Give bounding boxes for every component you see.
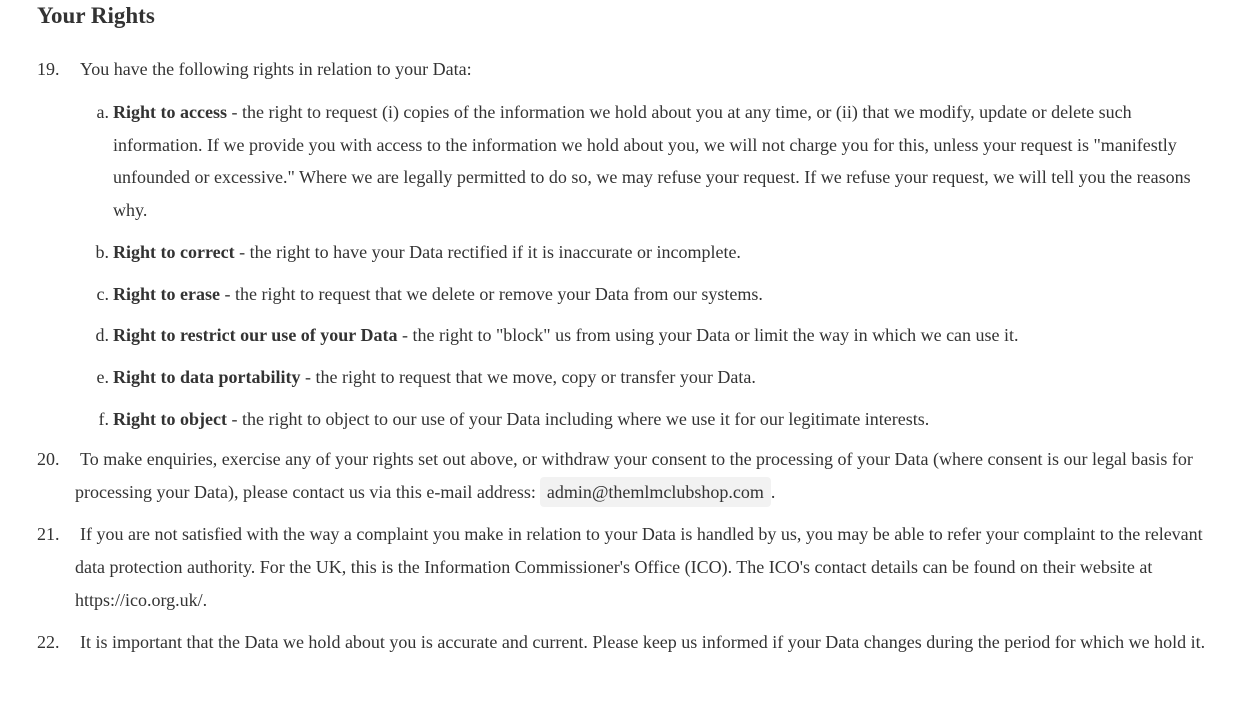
right-title: Right to object bbox=[113, 408, 227, 429]
right-description: - the right to object to our use of your Data including where we use it for our legitimate interests. bbox=[226, 408, 930, 429]
paragraph-20 bbox=[37, 443, 1233, 509]
paragraph-19 bbox=[37, 54, 1233, 84]
paragraph-suffix: . bbox=[770, 482, 776, 503]
right-item-object bbox=[93, 403, 1193, 436]
right-title: Right to erase bbox=[113, 283, 220, 304]
item-letter: f. bbox=[98, 408, 109, 429]
item-letter: a. bbox=[96, 102, 109, 122]
rights-list bbox=[93, 96, 1193, 435]
right-description: - the right to request that we move, copy or transfer your Data. bbox=[300, 366, 756, 387]
item-letter: c. bbox=[96, 283, 109, 304]
right-title: Right to restrict our use of your Data bbox=[113, 325, 398, 346]
item-letter: b. bbox=[95, 241, 109, 262]
contact-email-link[interactable]: admin@themlmclubshop.com bbox=[540, 477, 771, 507]
paragraph-number: 19. bbox=[37, 59, 60, 79]
right-description: - the right to request that we delete or remove your Data from our systems. bbox=[219, 283, 763, 304]
paragraph-21 bbox=[37, 518, 1233, 617]
right-description: - the right to "block" us from using your Data or limit the way in which we can use it. bbox=[397, 325, 1019, 346]
right-item-restrict bbox=[93, 319, 1193, 352]
paragraph-number: 22. bbox=[37, 632, 60, 653]
paragraph-text: You have the following rights in relation to your Data: bbox=[80, 59, 472, 79]
paragraph-text: It is important that the Data we hold about you is accurate and current. Please keep us informed if your Data changes during the period for which we hold it. bbox=[80, 632, 1206, 653]
paragraph-number: 21. bbox=[37, 524, 60, 545]
item-letter: e. bbox=[96, 366, 109, 387]
right-title: Right to data portability bbox=[113, 366, 301, 387]
paragraph-text: To make enquiries, exercise any of your rights set out above, or withdraw your consent to the processing of your Data (where consent is our legal basis for processing your Data), please contact us via this e-mail address: bbox=[75, 449, 1193, 503]
section-title: Your Rights bbox=[37, 3, 155, 28]
right-item-access bbox=[93, 96, 1193, 227]
right-description: - the right to request (i) copies of the information we hold about you at any time, or (ii) that we modify, update or delete such information. If we provide you with access to the information we hold about you, we will not charge you for this, unless your request is "manifestly unfounded or excessive." Where we are legally permitted to do so, we may refuse your request. If we refuse your request, we will tell you the reasons why. bbox=[113, 102, 1191, 221]
right-item-correct bbox=[93, 236, 1193, 269]
paragraph-text: If you are not satisfied with the way a complaint you make in relation to your Data is handled by us, you may be able to refer your complaint to the relevant data protection authority. For the UK, this is the Information Commissioner's Office (ICO). The ICO's contact details can be found on their website at https://ico.org.uk/. bbox=[75, 524, 1203, 611]
right-description: - the right to have your Data rectified if it is inaccurate or incomplete. bbox=[234, 241, 741, 262]
right-item-erase bbox=[93, 278, 1193, 311]
item-letter: d. bbox=[95, 325, 109, 346]
right-title: Right to access bbox=[113, 102, 227, 122]
right-item-portability bbox=[93, 361, 1193, 394]
paragraph-22 bbox=[37, 626, 1233, 659]
paragraph-number: 20. bbox=[37, 449, 60, 470]
right-title: Right to correct bbox=[113, 241, 235, 262]
